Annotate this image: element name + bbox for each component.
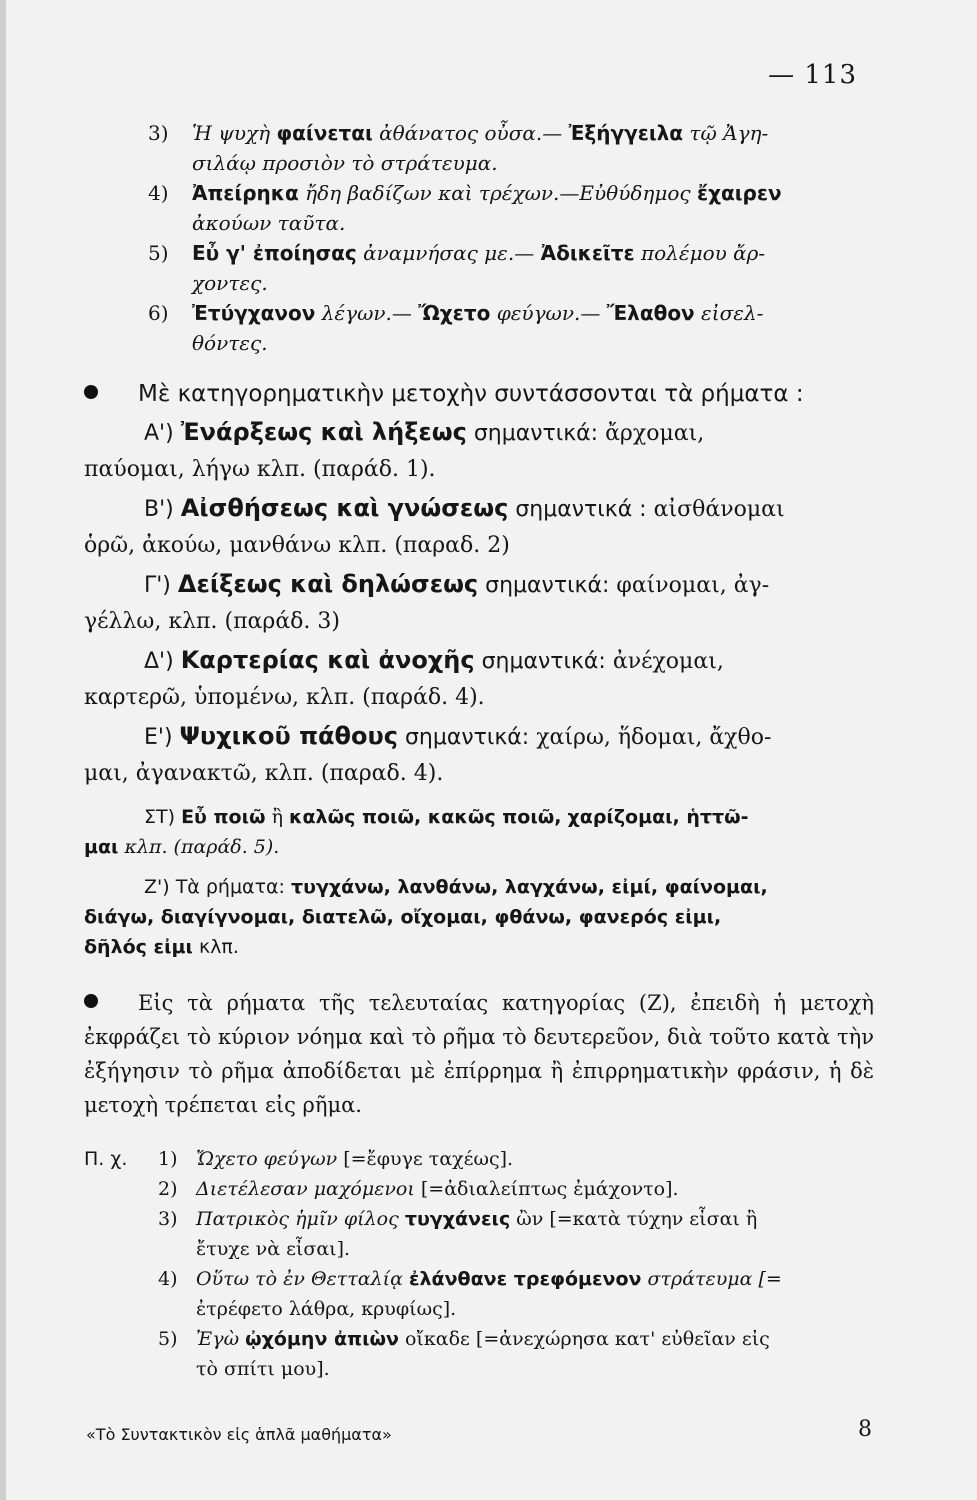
example-bottom-3: [84, 1204, 874, 1234]
example-text: τῷ Ἀγη-: [689, 121, 769, 145]
example-text: ἀναμνήσας με.—: [363, 241, 535, 265]
category-mid: σημαντικά:: [473, 421, 599, 446]
example-continuation: τὸ σπίτι μου].: [196, 1358, 330, 1380]
example-verb: ἔχαιρεν: [696, 181, 782, 205]
signature-mark: 8: [858, 1417, 872, 1442]
example-text: φεύγων.—: [496, 301, 601, 325]
category-verbs: τυγχάνω, λανθάνω, λαγχάνω, εἰμί, φαίνομαι,: [291, 876, 768, 898]
example-bottom-2: [84, 1174, 874, 1204]
example-5: [148, 238, 874, 298]
bullet-icon: [84, 994, 98, 1008]
category-label: Β'): [144, 497, 174, 522]
example-number: 5): [158, 1328, 178, 1350]
example-phrase: Πατρικὸς ἡμῖν φίλος: [196, 1208, 399, 1230]
category-mid: σημαντικά :: [515, 497, 647, 522]
category-verbs: ἀνέχομαι,: [612, 649, 724, 674]
example-explanation: [=ἔφυγε ταχέως].: [343, 1148, 514, 1170]
category-z: [84, 872, 874, 962]
category-a: [84, 414, 874, 488]
example-6: [148, 298, 874, 358]
category-heading: Δείξεως καὶ δηλώσεως: [177, 570, 479, 598]
note-paragraph: [84, 986, 874, 1122]
example-text: εἰσελ-: [701, 301, 764, 325]
example-explanation: στράτευμα [=: [647, 1268, 782, 1290]
example-phrase: Οὕτω τὸ ἐν Θετταλίᾳ: [196, 1268, 403, 1290]
example-continuation: ἀκούων ταῦτα.: [192, 211, 346, 235]
example-number: 5): [148, 241, 169, 265]
rule-paragraph: [84, 376, 874, 412]
example-continuation: θόντες.: [192, 331, 268, 355]
example-number: 3): [158, 1208, 178, 1230]
example-bottom-1: [84, 1144, 874, 1174]
category-b: [84, 490, 874, 564]
category-verbs: χαίρω, ἥδομαι, ἄχθο-: [536, 725, 772, 750]
example-verb: Ὤχετο: [418, 301, 491, 325]
note-text: Εἰς τὰ ρήματα τῆς τελευταίας κατηγορίας (Ζ), ἐπειδὴ ἡ μετοχὴ ἐκφράζει τὸ κύριον νόημα καὶ τὸ ρῆμα τὸ δευτερεῦον, διὰ τοῦτο κατὰ τὴν ἐξήγησιν τὸ ρῆμα ἀποδίδεται μὲ ἐπίρρημα ἢ ἐπιρρηματικὴν φράσιν, ἡ δὲ μετοχὴ τρέπεται εἰς ρῆμα.: [84, 991, 874, 1117]
category-verbs: διάγω, διαγίγνομαι, διατελῶ, οἴχομαι, φθάνω, φανερός εἰμι,: [84, 906, 722, 928]
category-label: ΣΤ): [144, 806, 176, 828]
category-text: κλπ. (παράδ. 5).: [124, 836, 280, 858]
example-verb: ᾠχόμην ἀπιὼν: [245, 1328, 399, 1350]
example-phrase: Διετέλεσαν μαχόμενοι: [196, 1178, 415, 1200]
example-number: 4): [158, 1268, 178, 1290]
example-verb: Εὖ γ' ἐποίησας: [192, 241, 357, 265]
category-verbs: Εὖ ποιῶ: [181, 806, 266, 828]
example-verb: ἐλάνθανε τρεφόμενον: [408, 1268, 642, 1290]
category-heading: Ἐνάρξεως καὶ λήξεως: [180, 418, 467, 446]
category-e: [84, 718, 874, 792]
category-text: κλπ.: [198, 936, 239, 958]
example-verb: Ἀπείρηκα: [192, 181, 299, 205]
category-heading: Καρτερίας καὶ ἀνοχῆς: [180, 646, 475, 674]
example-bottom-4: [84, 1264, 874, 1294]
example-number: 6): [148, 301, 169, 325]
example-verb: Ἐτύγχανον: [192, 301, 316, 325]
example-continuation: χοντες.: [192, 271, 268, 295]
example-number: 2): [158, 1178, 178, 1200]
example-continuation: ἐτρέφετο λάθρα, κρυφίως].: [196, 1298, 457, 1320]
example-continuation: ἔτυχε νὰ εἶσαι].: [196, 1238, 351, 1260]
example-text: ἤδη βαδίζων καὶ τρέχων.—Εὐθύδημος: [305, 181, 691, 205]
category-verbs: καλῶς ποιῶ, κακῶς ποιῶ,: [289, 806, 562, 828]
category-text: ἢ: [271, 806, 283, 828]
example-text: λέγων.—: [321, 301, 412, 325]
category-label: Ε'): [144, 725, 173, 750]
example-number: 4): [148, 181, 169, 205]
example-text: πολέμου ἄρ-: [641, 241, 766, 265]
category-continuation: μαι, ἀγανακτῶ, κλπ. (παραδ. 4).: [84, 761, 444, 786]
page-number: — 113: [768, 60, 857, 90]
category-mid: σημαντικά:: [404, 725, 530, 750]
category-continuation: ὁρῶ, ἀκούω, μανθάνω κλπ. (παραδ. 2): [84, 533, 510, 558]
example-bottom-5: [84, 1324, 874, 1354]
category-mid: σημαντικά:: [485, 573, 610, 598]
example-number: 1): [158, 1148, 178, 1170]
category-label: Ζ') Τὰ ρήματα:: [144, 876, 285, 898]
category-verbs: δῆλός εἰμι: [84, 936, 193, 958]
category-st: [84, 802, 874, 862]
category-label: Γ'): [144, 573, 171, 598]
category-continuation: καρτερῶ, ὑπομένω, κλπ. (παράδ. 4).: [84, 685, 485, 710]
example-text: ἀθάνατος οὖσα.—: [379, 121, 563, 145]
examples-bottom: [84, 1144, 874, 1384]
category-verbs: χαρίζομαι, ἡττῶ-: [567, 806, 749, 828]
category-mid: σημαντικά:: [481, 649, 606, 674]
categories: [84, 414, 874, 792]
example-number: 3): [148, 121, 169, 145]
footer-book-title: «Τὸ Συντακτικὸν εἰς ἁπλᾶ μαθήματα»: [86, 1425, 392, 1444]
category-verbs: μαι: [84, 836, 119, 858]
category-continuation: παύομαι, λήγω κλπ. (παράδ. 1).: [84, 457, 436, 482]
example-explanation: ὢν [=κατὰ τύχην εἶσαι ἢ: [516, 1208, 758, 1230]
example-verb: τυγχάνεις: [404, 1208, 511, 1230]
category-continuation: γέλλω, κλπ. (παράδ. 3): [84, 609, 340, 634]
rule-text: Μὲ κατηγορηματικὴν μετοχὴν συντάσσονται τὰ ρήματα :: [138, 381, 804, 407]
bullet-icon: [84, 385, 98, 399]
example-verb: Ἐξήγγειλα: [568, 121, 684, 145]
category-g: [84, 566, 874, 640]
category-d: [84, 642, 874, 716]
examples-label: Π. χ.: [84, 1148, 128, 1170]
category-verbs: ἄρχομαι,: [605, 421, 705, 446]
example-4: [148, 178, 874, 238]
category-heading: Αἰσθήσεως καὶ γνώσεως: [180, 494, 509, 522]
category-verbs: αἰσθάνομαι: [653, 497, 785, 522]
example-continuation: σιλάῳ προσιὸν τὸ στράτευμα.: [192, 151, 498, 175]
example-phrase: Ὤχετο φεύγων: [196, 1148, 338, 1170]
category-verbs: φαίνομαι, ἀγ-: [616, 573, 770, 598]
example-phrase: Ἐγὼ: [196, 1328, 240, 1350]
example-text: Ἡ ψυχὴ: [192, 121, 271, 145]
example-verb: Ἔλαθον: [606, 301, 695, 325]
example-3: [148, 118, 874, 178]
category-label: Δ'): [144, 649, 174, 674]
example-explanation: οἴκαδε [=ἀνεχώρησα κατ' εὐθεῖαν εἰς: [404, 1328, 770, 1350]
examples-top: [84, 118, 874, 358]
category-label: Α'): [144, 421, 174, 446]
page-content: [84, 118, 874, 1384]
category-heading: Ψυχικοῦ πάθους: [179, 722, 398, 750]
example-verb: φαίνεται: [276, 121, 373, 145]
example-verb: Ἀδικεῖτε: [540, 241, 635, 265]
page-footer: [86, 1417, 876, 1444]
example-explanation: [=ἀδιαλείπτως ἐμάχοντο].: [420, 1178, 679, 1200]
